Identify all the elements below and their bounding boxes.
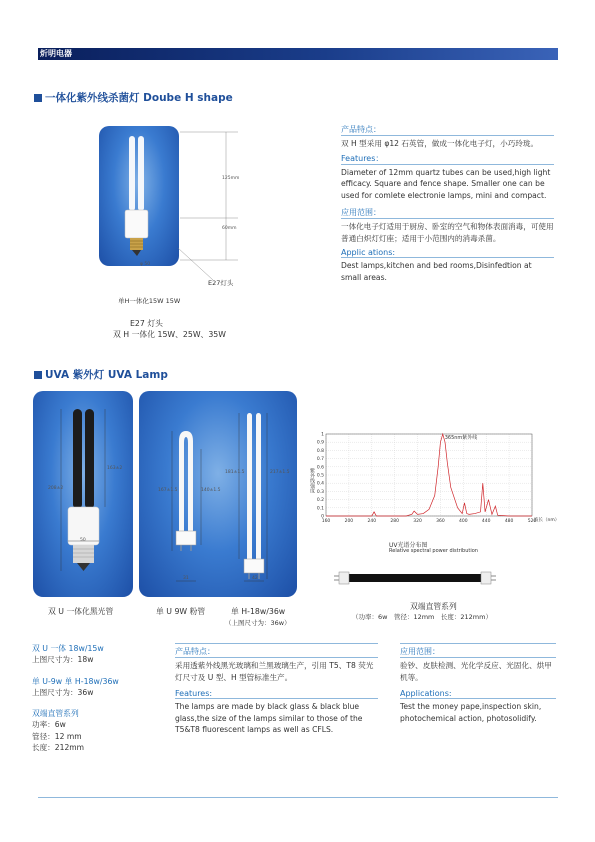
double-h-lamp-image — [99, 126, 179, 266]
spec1-title: 双 U 一体 18w/15w — [32, 644, 104, 653]
x-tick-label: 280 — [390, 519, 399, 524]
section1-caption-1: E27 灯头 — [130, 319, 163, 328]
lamp1-caption: 双 U 一体化黑光管 — [48, 607, 114, 616]
u-h-lamp-panel — [139, 391, 297, 597]
lamp2-dim-h1: 167±1.5 — [158, 488, 178, 493]
lamp1-dim-d: 50 — [80, 538, 86, 543]
bottom-rule — [38, 797, 558, 798]
left-specs — [32, 643, 157, 754]
y-tick-label: 0.5 — [316, 473, 324, 479]
uv-spectrum-chart — [300, 428, 560, 540]
chars-label: 产品特点： — [341, 125, 381, 134]
chart-subtitle: Relative spectral power distribution — [389, 548, 478, 554]
features-text: Diameter of 12mm quartz tubes can be used,high light efficacy. Square and fence shape. Smaller one can be used for comlete electronie lamps, mini and compact. — [341, 167, 551, 200]
section1-title — [34, 90, 233, 105]
app-en-label: Applic ations: — [341, 248, 396, 257]
x-tick-label: 200 — [344, 519, 354, 524]
straight-tube-lamp-image — [334, 566, 496, 592]
mid-features-text: The lamps are made by black glass & black blue glass,the size of the lamps similar to those of the T5&T8 fluorescent lamps as well as CFLS. — [175, 702, 363, 734]
section2-right-info — [400, 643, 556, 724]
lamp2-caption: 单 U 9W 粉管 — [156, 607, 206, 616]
dim-base: φ 50 — [140, 262, 151, 267]
x-tick-label: 160 — [321, 519, 331, 524]
header-bar — [38, 48, 558, 60]
lamp3-dim-h1: 181±1.5 — [225, 470, 245, 475]
spec3-title: 双端直管系列 — [32, 709, 79, 718]
divider — [341, 135, 554, 136]
spec3-line-1: 功率：6w — [32, 720, 66, 729]
divider — [341, 257, 554, 258]
divider — [341, 164, 554, 165]
spec3-line-3: 长度：212mm — [32, 743, 85, 752]
u-and-h-lamp-image — [139, 391, 297, 597]
section1-lamp-panel — [99, 126, 179, 266]
section1-small-caption: 单H一体化15W 15W — [118, 297, 181, 305]
section1-info — [341, 124, 554, 283]
x-tick-label: 520 — [527, 519, 537, 524]
divider — [175, 657, 378, 658]
chars-text: 双 H 型采用 φ12 石英管，做成一体化电子灯，小巧玲珑。 — [341, 139, 539, 148]
y-tick-label: 0.3 — [316, 489, 324, 495]
y-tick-label: 0.4 — [316, 481, 324, 487]
lamp2-dim-w: 31 — [183, 576, 189, 581]
spec3-line-2: 管径：12 mm — [32, 731, 82, 741]
divider — [400, 643, 556, 644]
y-tick-label: 0.7 — [316, 457, 324, 463]
divider — [175, 698, 378, 699]
lamp1-dim-h2: 208±2 — [48, 486, 64, 491]
spec2-line: 上图尺寸为：36w — [32, 687, 94, 697]
square-bullet-icon — [34, 371, 42, 379]
y-tick-label: 0 — [321, 514, 324, 520]
app-en-text: Dest lamps,kitchen and bed rooms,Disinfedtion at small areas. — [341, 261, 532, 282]
divider — [341, 218, 554, 219]
app-cn-label: 应用范围： — [341, 208, 381, 217]
y-tick-label: 0.6 — [316, 465, 324, 471]
right-app-cn-text: 验钞、皮肤检测、光化学反应、光固化、烘甲机等。 — [400, 661, 552, 682]
lamp3-dim-h2: 217±1.5 — [270, 470, 290, 475]
section1-title-text: 一体化紫外线杀菌灯 Doube H shape — [45, 92, 233, 104]
divider — [400, 657, 556, 658]
x-tick-label: 240 — [367, 519, 377, 524]
divider — [175, 643, 378, 644]
lamp4-caption-2: （功率：6w 管径：12mm 长度：212mm） — [352, 613, 492, 621]
features-label: Features： — [341, 153, 384, 163]
right-app-cn-label: 应用范围： — [400, 647, 440, 656]
spec2-title: 单 U-9w 单 H-18w/36w — [32, 676, 119, 686]
y-tick-label: 0.8 — [316, 448, 324, 454]
chart-title: UV光谱分布图 — [389, 542, 428, 549]
dim-height-1: 125mm — [222, 176, 240, 181]
y-tick-label: 0.1 — [316, 506, 324, 512]
y-tick-label: 0.2 — [316, 498, 324, 504]
mid-chars-text: 采用透紫外线黑光玻璃和兰黑玻璃生产，引用 T5、T8 荧光灯尺寸及 U 型、H 型管标准生产。 — [175, 661, 374, 682]
x-axis-label: 波长（nm） — [534, 518, 560, 523]
x-tick-label: 360 — [436, 519, 445, 524]
mid-features-label: Features: — [175, 689, 213, 698]
black-light-lamp-panel — [33, 391, 133, 597]
dim-height-2: 60mm — [222, 226, 237, 231]
lamp1-dim-h: 163±2 — [107, 466, 123, 471]
square-bullet-icon — [34, 94, 42, 102]
section2-mid-info — [175, 643, 378, 736]
lamp3-caption: 单 H-18w/36w — [231, 607, 286, 616]
section1-caption-2: 双 H 一体化 15W、25W、35W — [113, 330, 226, 339]
section2-title — [34, 367, 168, 382]
mid-chars-label: 产品特点： — [175, 647, 215, 656]
app-cn-text: 一体化电子灯适用于厨房、卧室的空气和物体表面消毒，可使用普通白炽灯灯座；适用于小范围内的消毒杀菌。 — [341, 222, 554, 243]
lamp3-caption-2: （上图尺寸为：36w） — [225, 619, 291, 627]
x-tick-label: 440 — [481, 519, 491, 524]
spec1-line: 上图尺寸为：18w — [32, 655, 94, 664]
peak-annotation: 365nm紫外线 — [444, 435, 478, 441]
y-tick-label: 1 — [321, 432, 324, 438]
x-tick-label: 400 — [459, 519, 468, 524]
x-tick-label: 480 — [504, 519, 514, 524]
lamp4-caption: 双端直管系列 — [410, 602, 457, 611]
right-app-en-label: Applications: — [400, 689, 452, 698]
y-tick-label: 0.9 — [316, 440, 324, 446]
right-app-en-text: Test the money pape,inspection skin, photochemical action, photosolidify. — [400, 702, 542, 723]
x-tick-label: 320 — [413, 519, 422, 524]
lamp3-dim-w: 42 — [252, 576, 258, 581]
socket-label: E27灯头 — [208, 279, 234, 287]
section2-title-text: UVA 紫外灯 UVA Lamp — [45, 369, 168, 381]
y-axis-label: 紫外线强度 — [309, 468, 315, 493]
double-u-black-lamp-image — [33, 391, 133, 597]
lamp2-dim-h2: 140±1.5 — [201, 488, 221, 493]
divider — [400, 698, 556, 699]
brand-label: 炘明电器 — [40, 49, 72, 58]
section1-dimension-lines — [178, 130, 268, 290]
